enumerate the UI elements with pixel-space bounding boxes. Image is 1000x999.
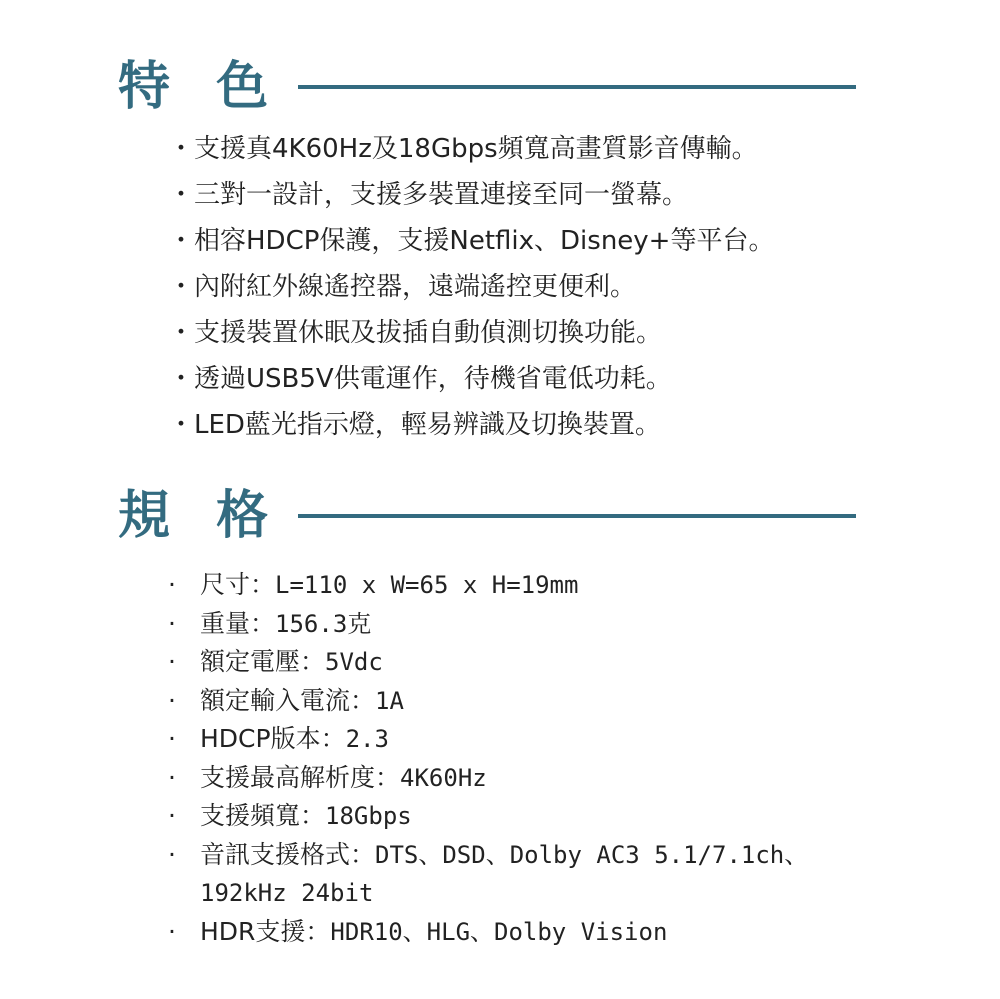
spec-list bbox=[168, 566, 808, 951]
bullet-icon: ・ bbox=[168, 226, 195, 256]
feature-item bbox=[168, 126, 774, 172]
bullet-icon: · bbox=[168, 724, 176, 753]
feature-item bbox=[168, 172, 774, 218]
spec-item-resolution bbox=[168, 759, 808, 798]
spec-value: HDR10、HLG、Dolby Vision bbox=[330, 917, 668, 946]
spec-value: 156.3克 bbox=[275, 609, 372, 638]
bullet-icon: ・ bbox=[168, 410, 195, 440]
spec-value: 5Vdc bbox=[325, 648, 383, 676]
spec-value: 1A bbox=[375, 686, 404, 715]
specs-title: 規 格 bbox=[118, 486, 283, 546]
bullet-icon: · bbox=[168, 839, 176, 869]
bullet-icon: · bbox=[168, 570, 176, 599]
feature-text: 支援真4K60Hz及18Gbps頻寬高畫質影音傳輸。 bbox=[194, 134, 758, 164]
feature-text: 支援裝置休眠及拔插自動偵測切換功能。 bbox=[194, 318, 663, 348]
feature-list bbox=[168, 126, 774, 448]
bullet-icon: · bbox=[168, 801, 176, 830]
feature-item bbox=[168, 402, 774, 448]
spec-key: HDR支援： bbox=[200, 916, 331, 946]
spec-item-size bbox=[168, 566, 808, 605]
bullet-icon: ・ bbox=[168, 318, 195, 348]
spec-value: 18Gbps bbox=[325, 802, 412, 830]
spec-key: 額定電壓： bbox=[200, 647, 326, 676]
specs-divider bbox=[298, 514, 856, 518]
spec-key: 支援最高解析度： bbox=[200, 762, 401, 792]
spec-key: 尺寸： bbox=[200, 570, 276, 599]
spec-item-hdr bbox=[168, 913, 808, 952]
bullet-icon: ・ bbox=[168, 180, 195, 210]
spec-value: 4K60Hz bbox=[400, 763, 487, 792]
specs-header bbox=[118, 486, 856, 546]
bullet-icon: · bbox=[168, 762, 176, 792]
spec-key: 額定輸入電流： bbox=[200, 685, 376, 715]
bullet-icon: ・ bbox=[168, 364, 195, 394]
spec-key: 音訊支援格式： bbox=[200, 839, 376, 869]
spec-value: DTS、DSD、Dolby AC3 5.1/7.1ch、 192kHz 24bit bbox=[200, 840, 809, 907]
bullet-icon: · bbox=[168, 916, 176, 946]
spec-value: L=110 x W=65 x H=19mm bbox=[275, 571, 579, 599]
feature-text: LED藍光指示燈，輕易辨識及切換裝置。 bbox=[194, 410, 661, 440]
feature-item bbox=[168, 356, 774, 402]
features-divider bbox=[298, 85, 856, 89]
feature-item bbox=[168, 218, 774, 264]
feature-item bbox=[168, 264, 774, 310]
spec-item-bandwidth bbox=[168, 797, 808, 836]
bullet-icon: ・ bbox=[168, 272, 195, 302]
spec-value: 2.3 bbox=[345, 725, 389, 753]
feature-item bbox=[168, 310, 774, 356]
spec-key: 重量： bbox=[200, 608, 276, 638]
feature-text: 內附紅外線遙控器，遠端遙控更便利。 bbox=[194, 272, 637, 302]
feature-text: 透過USB5V供電運作，待機省電低功耗。 bbox=[194, 364, 672, 394]
spec-item-audio bbox=[168, 836, 808, 913]
spec-key: HDCP版本： bbox=[200, 724, 346, 753]
spec-item-voltage bbox=[168, 643, 808, 682]
bullet-icon: ・ bbox=[168, 134, 195, 164]
feature-text: 三對一設計，支援多裝置連接至同一螢幕。 bbox=[194, 180, 689, 210]
features-header bbox=[118, 57, 856, 117]
bullet-icon: · bbox=[168, 685, 176, 715]
spec-item-current bbox=[168, 682, 808, 721]
features-title: 特 色 bbox=[118, 57, 283, 117]
spec-item-weight bbox=[168, 605, 808, 644]
spec-key: 支援頻寬： bbox=[200, 801, 326, 830]
spec-item-hdcp bbox=[168, 720, 808, 759]
bullet-icon: · bbox=[168, 647, 176, 676]
feature-text: 相容HDCP保護，支援Netflix、Disney+等平台。 bbox=[194, 226, 775, 256]
bullet-icon: · bbox=[168, 608, 176, 638]
